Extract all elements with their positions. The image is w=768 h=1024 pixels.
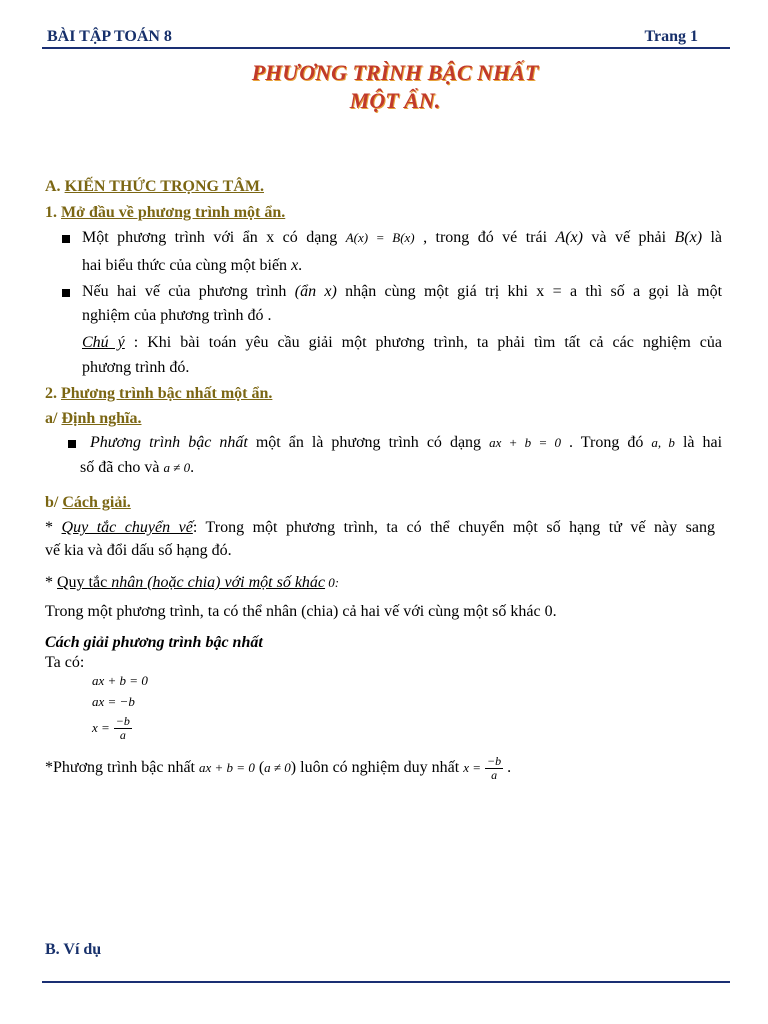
rule1-line2: vế kia và đổi dấu số hạng đó. [45, 542, 232, 559]
section-a-heading: A. KIẾN THỨC TRỌNG TÂM. [45, 178, 264, 195]
bullet3-line2: số đã cho và a ≠ 0. [80, 459, 195, 476]
method-eq3: x = $\frac{-b}{a}$ [92, 714, 130, 742]
page-title-line2: MỘT ẨN. [349, 88, 441, 113]
bullet3-line1: Phương trình bậc nhất một ẩn là phương trình có dạng ax + b = 0 . Trong đó a, b là hai [90, 434, 723, 451]
bullet-icon [62, 289, 70, 297]
subsection-a-heading: a/ Định nghĩa. [45, 410, 142, 427]
method-eq1: ax + b = 0 [92, 673, 148, 688]
header-subject: BÀI TẬP TOÁN 8 [47, 28, 172, 45]
header-rule [42, 47, 730, 49]
rule1-line1: * Quy tắc chuyển vế: Trong một phương trình, ta có thể chuyển một số hạng tử vế này sang [45, 519, 716, 536]
method-eq2: ax = −b [92, 694, 135, 709]
rule2-body: Trong một phương trình, ta có thể nhân (chia) cả hai vế với cùng một số khác 0. [45, 603, 557, 620]
subsection-1-heading: 1. Mở đầu về phương trình một ẩn. [45, 204, 286, 221]
header-page-number: Trang 1 [644, 28, 698, 45]
page-title-line1: PHƯƠNG TRÌNH BẬC NHẤT [251, 60, 539, 85]
subsection-2-heading: 2. Phương trình bậc nhất một ẩn. [45, 385, 273, 402]
note-line1: Chú ý : Khi bài toán yêu cầu giải một phương trình, ta phải tìm tất cả các nghiệm của [82, 334, 723, 351]
bullet2-line2: nghiệm của phương trình đó . [82, 307, 272, 324]
bullet1-line2: hai biểu thức của cùng một biến x. [82, 257, 303, 274]
note-line2: phương trình đó. [82, 359, 190, 376]
footer-rule [42, 981, 730, 983]
subsection-b-heading: b/ Cách giải. [45, 494, 131, 511]
bullet-icon [68, 440, 76, 448]
method-taco: Ta có: [45, 654, 85, 671]
rule2-heading: * Quy tắc nhân (hoặc chia) với một số khác 0: [45, 574, 340, 591]
method-heading: Cách giải phương trình bậc nhất [45, 634, 263, 651]
bullet2-line1: Nếu hai vế của phương trình (ẩn x) nhận cùng một giá trị khi x = a thì số a gọi là một [82, 283, 723, 300]
bullet-icon [62, 235, 70, 243]
conclusion-line: *Phương trình bậc nhất ax + b = 0 (a ≠ 0) luôn có nghiệm duy nhất x = $\frac{-b}{a}$ . [45, 754, 512, 782]
bullet1-line1: Một phương trình với ẩn x có dạng A(x) = B(x) , trong đó vé trái A(x) và vế phải B(x) là [82, 229, 722, 246]
section-b-heading: B. Ví dụ [45, 941, 102, 958]
